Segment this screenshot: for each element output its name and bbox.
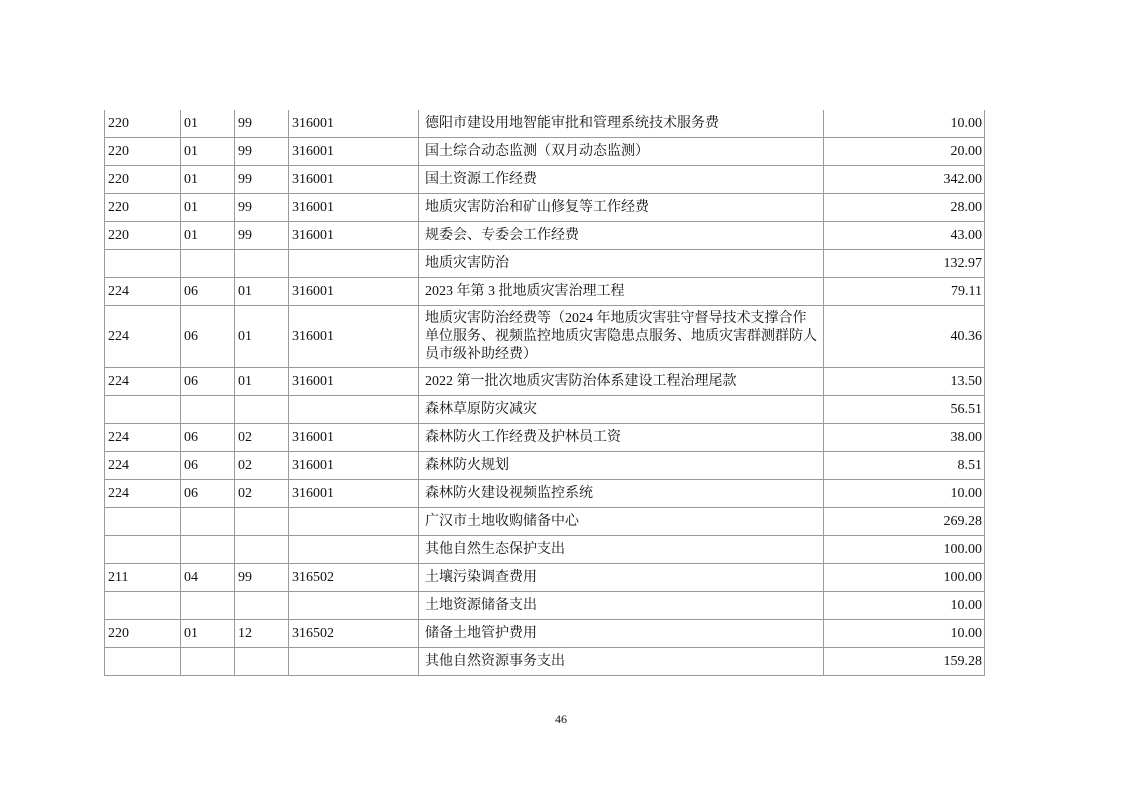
cell-amount: 56.51 — [824, 396, 985, 424]
budget-table-body — [105, 110, 985, 676]
cell-item-code — [181, 250, 235, 278]
cell-amount: 40.36 — [824, 306, 985, 368]
cell-project-name: 其他自然资源事务支出 — [419, 648, 824, 676]
cell-unit-code: 316001 — [289, 222, 419, 250]
cell-amount: 269.28 — [824, 508, 985, 536]
cell-project-name: 地质灾害防治 — [419, 250, 824, 278]
cell-class-code — [105, 648, 181, 676]
cell-project-name: 土地资源储备支出 — [419, 592, 824, 620]
cell-class-code: 220 — [105, 620, 181, 648]
cell-unit-code: 316001 — [289, 194, 419, 222]
cell-sub-item-code: 99 — [235, 166, 289, 194]
table-row — [105, 592, 985, 620]
cell-project-name: 国土资源工作经费 — [419, 166, 824, 194]
cell-item-code — [181, 536, 235, 564]
cell-amount: 100.00 — [824, 564, 985, 592]
cell-sub-item-code: 99 — [235, 138, 289, 166]
cell-unit-code: 316001 — [289, 166, 419, 194]
cell-class-code: 220 — [105, 166, 181, 194]
table-row — [105, 480, 985, 508]
table-row — [105, 536, 985, 564]
cell-item-code: 06 — [181, 368, 235, 396]
cell-amount: 342.00 — [824, 166, 985, 194]
cell-unit-code: 316001 — [289, 480, 419, 508]
cell-unit-code — [289, 250, 419, 278]
cell-amount: 43.00 — [824, 222, 985, 250]
cell-project-name: 德阳市建设用地智能审批和管理系统技术服务费 — [419, 110, 824, 138]
table-row — [105, 166, 985, 194]
cell-sub-item-code: 01 — [235, 368, 289, 396]
cell-amount: 10.00 — [824, 620, 985, 648]
cell-amount: 132.97 — [824, 250, 985, 278]
cell-project-name: 地质灾害防治经费等（2024 年地质灾害驻守督导技术支撑合作单位服务、视频监控地质灾害隐患点服务、地质灾害群测群防人员市级补助经费） — [419, 306, 824, 368]
cell-sub-item-code: 99 — [235, 564, 289, 592]
cell-amount: 13.50 — [824, 368, 985, 396]
cell-project-name: 森林草原防灾减灾 — [419, 396, 824, 424]
cell-item-code: 01 — [181, 166, 235, 194]
cell-amount: 100.00 — [824, 536, 985, 564]
cell-unit-code — [289, 508, 419, 536]
cell-sub-item-code: 99 — [235, 110, 289, 138]
table-row — [105, 110, 985, 138]
cell-class-code — [105, 250, 181, 278]
table-row — [105, 306, 985, 368]
cell-item-code: 06 — [181, 452, 235, 480]
cell-amount: 8.51 — [824, 452, 985, 480]
cell-item-code — [181, 508, 235, 536]
table-row — [105, 620, 985, 648]
cell-sub-item-code — [235, 648, 289, 676]
cell-item-code: 01 — [181, 138, 235, 166]
cell-sub-item-code: 99 — [235, 194, 289, 222]
cell-unit-code: 316001 — [289, 110, 419, 138]
cell-class-code: 220 — [105, 222, 181, 250]
cell-class-code: 224 — [105, 368, 181, 396]
cell-item-code: 06 — [181, 480, 235, 508]
budget-table — [104, 110, 985, 676]
cell-project-name: 储备土地管护费用 — [419, 620, 824, 648]
cell-sub-item-code — [235, 592, 289, 620]
cell-sub-item-code — [235, 536, 289, 564]
cell-amount: 38.00 — [824, 424, 985, 452]
cell-project-name: 地质灾害防治和矿山修复等工作经费 — [419, 194, 824, 222]
cell-project-name: 2023 年第 3 批地质灾害治理工程 — [419, 278, 824, 306]
table-row — [105, 508, 985, 536]
cell-project-name: 森林防火建设视频监控系统 — [419, 480, 824, 508]
cell-sub-item-code — [235, 396, 289, 424]
cell-unit-code: 316001 — [289, 278, 419, 306]
cell-sub-item-code — [235, 508, 289, 536]
cell-class-code — [105, 592, 181, 620]
cell-amount: 10.00 — [824, 592, 985, 620]
cell-project-name: 规委会、专委会工作经费 — [419, 222, 824, 250]
table-row — [105, 648, 985, 676]
cell-sub-item-code: 02 — [235, 480, 289, 508]
table-row — [105, 278, 985, 306]
table-row — [105, 138, 985, 166]
cell-amount: 28.00 — [824, 194, 985, 222]
cell-sub-item-code: 01 — [235, 306, 289, 368]
cell-item-code: 06 — [181, 306, 235, 368]
cell-item-code: 01 — [181, 620, 235, 648]
cell-unit-code: 316001 — [289, 424, 419, 452]
cell-item-code: 01 — [181, 222, 235, 250]
cell-project-name: 森林防火规划 — [419, 452, 824, 480]
cell-class-code: 224 — [105, 424, 181, 452]
cell-unit-code: 316001 — [289, 452, 419, 480]
table-row — [105, 564, 985, 592]
cell-amount: 79.11 — [824, 278, 985, 306]
cell-amount: 10.00 — [824, 480, 985, 508]
table-row — [105, 452, 985, 480]
cell-amount: 20.00 — [824, 138, 985, 166]
cell-class-code: 224 — [105, 306, 181, 368]
table-row — [105, 368, 985, 396]
cell-project-name: 2022 第一批次地质灾害防治体系建设工程治理尾款 — [419, 368, 824, 396]
table-row — [105, 396, 985, 424]
cell-item-code — [181, 592, 235, 620]
cell-sub-item-code: 99 — [235, 222, 289, 250]
cell-class-code: 220 — [105, 194, 181, 222]
cell-item-code: 01 — [181, 110, 235, 138]
cell-project-name: 广汉市土地收购储备中心 — [419, 508, 824, 536]
cell-class-code: 224 — [105, 278, 181, 306]
table-row — [105, 250, 985, 278]
cell-class-code: 224 — [105, 480, 181, 508]
cell-unit-code: 316502 — [289, 620, 419, 648]
cell-class-code — [105, 508, 181, 536]
table-row — [105, 222, 985, 250]
cell-class-code — [105, 396, 181, 424]
cell-amount: 10.00 — [824, 110, 985, 138]
cell-class-code: 211 — [105, 564, 181, 592]
cell-unit-code — [289, 396, 419, 424]
table-row — [105, 194, 985, 222]
cell-unit-code: 316001 — [289, 306, 419, 368]
cell-item-code: 01 — [181, 194, 235, 222]
cell-unit-code — [289, 536, 419, 564]
cell-item-code — [181, 396, 235, 424]
cell-amount: 159.28 — [824, 648, 985, 676]
cell-project-name: 土壤污染调查费用 — [419, 564, 824, 592]
cell-project-name: 其他自然生态保护支出 — [419, 536, 824, 564]
table-row — [105, 424, 985, 452]
cell-class-code: 220 — [105, 110, 181, 138]
cell-class-code: 224 — [105, 452, 181, 480]
cell-project-name: 国土综合动态监测（双月动态监测） — [419, 138, 824, 166]
cell-class-code: 220 — [105, 138, 181, 166]
cell-class-code — [105, 536, 181, 564]
cell-item-code — [181, 648, 235, 676]
cell-unit-code: 316001 — [289, 368, 419, 396]
cell-item-code: 06 — [181, 278, 235, 306]
cell-sub-item-code: 02 — [235, 424, 289, 452]
cell-project-name: 森林防火工作经费及护林员工资 — [419, 424, 824, 452]
page-number: 46 — [555, 712, 567, 726]
cell-unit-code — [289, 592, 419, 620]
cell-item-code: 06 — [181, 424, 235, 452]
cell-unit-code: 316502 — [289, 564, 419, 592]
cell-sub-item-code — [235, 250, 289, 278]
cell-sub-item-code: 02 — [235, 452, 289, 480]
cell-item-code: 04 — [181, 564, 235, 592]
cell-sub-item-code: 12 — [235, 620, 289, 648]
cell-sub-item-code: 01 — [235, 278, 289, 306]
cell-unit-code — [289, 648, 419, 676]
cell-unit-code: 316001 — [289, 138, 419, 166]
